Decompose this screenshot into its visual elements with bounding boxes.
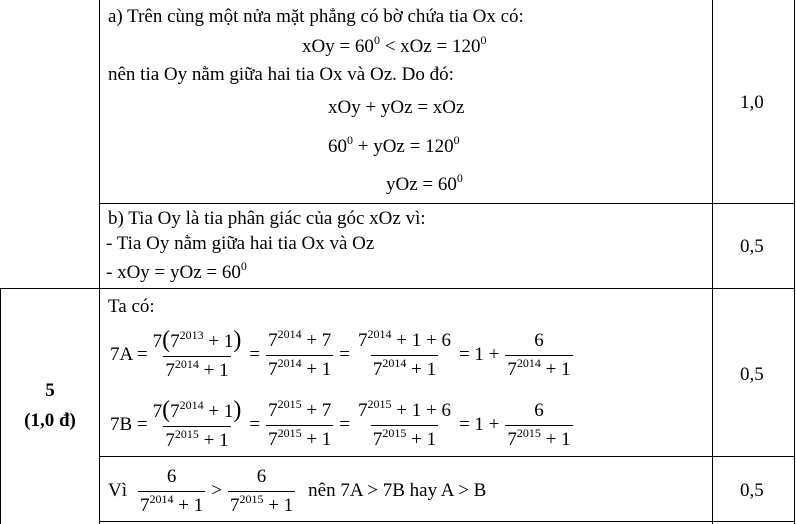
q5-score-1: 0,5 <box>740 364 764 385</box>
question-number: 5 <box>45 380 55 401</box>
fraction-7b-2: $\frac{7^{2015} + 7}{7^{2015} + 1}$ <box>268 396 332 450</box>
fraction-7b-1: $\frac{7(7^{2014} + 1)}{7^{2015} + 1}$ <box>152 396 242 451</box>
question-points: (1,0 đ) <box>24 410 76 431</box>
table-border-right <box>794 0 795 524</box>
q5-intro: Ta có: <box>108 296 155 317</box>
part-b-score: 0,5 <box>740 236 764 257</box>
table-border-col1 <box>99 0 100 524</box>
table-border-bottom <box>99 521 795 522</box>
q5-conclusion: Vì $\frac{6}{7^{2014} + 1}$ > $\frac{6}{7^{2015} + 1}$ nên 7A > 7B hay A > B <box>108 465 487 516</box>
fraction-7a-1: $\frac{7(7^{2013} + 1)}{7^{2014} + 1}$ <box>152 326 242 381</box>
fraction-7a-3: $\frac{7^{2014} + 1 + 6}{7^{2014} + 1}$ <box>358 326 451 380</box>
table-border-col2 <box>712 0 713 524</box>
fraction-conclusion-2: $\frac{6}{7^{2015} + 1}$ <box>229 465 294 516</box>
fraction-conclusion-1: $\frac{6}{7^{2014} + 1}$ <box>140 465 204 516</box>
part-a-therefore: nên tia Oy nằm giữa hai tia Ox và Oz. Do đó: <box>108 64 454 85</box>
fraction-7b-3: $\frac{7^{2015} + 1 + 6}{7^{2015} + 1}$ <box>358 396 451 450</box>
part-a-score: 1,0 <box>740 92 764 113</box>
part-b-label: b) Tia Oy là tia phân giác của góc xOz vì: <box>108 208 426 229</box>
row-divider-q5-inner <box>99 456 795 457</box>
part-a-equation-2: $60^0$ + yOz = $120^0$ <box>328 133 460 157</box>
row-divider-a-b <box>99 203 795 204</box>
part-b-reason-1: - Tia Oy nằm giữa hai tia Ox và Oz <box>106 233 375 254</box>
part-a-equation-1: xOy + yOz = xOz <box>328 97 465 118</box>
equation-7a: 7A = $\frac{7(7^{2013} + 1)}{7^{2014} + 1}$ = $\frac{7^{2014} + 7}{7^{2014} + 1}$ = $\frac{7^{2014} + 1 + 6}{7^{2014} + 1}$ = 1 + $\frac{6}{7^{2014} + 1}$ <box>110 326 571 381</box>
fraction-7a-4: $\frac{6}{7^{2014} + 1}$ <box>507 329 571 380</box>
fraction-7a-2: $\frac{7^{2014} + 7}{7^{2014} + 1}$ <box>268 326 332 380</box>
part-a-label: a) Trên cùng một nửa mặt phẳng có bờ chứa tia Ox có: <box>108 6 524 27</box>
part-a-equation-3: yOz = $60^0$ <box>386 171 463 195</box>
equation-7b: 7B = $\frac{7(7^{2014} + 1)}{7^{2015} + 1}$ = $\frac{7^{2015} + 7}{7^{2015} + 1}$ = $\frac{7^{2015} + 1 + 6}{7^{2015} + 1}$ = 1 + $\frac{6}{7^{2015} + 1}$ <box>110 396 571 451</box>
q5-score-2: 0,5 <box>740 480 764 501</box>
fraction-7b-4: $\frac{6}{7^{2015} + 1}$ <box>507 399 571 450</box>
table-border-left <box>0 288 1 524</box>
part-b-reason-2: - xOy = yOz = $60^0$ <box>106 259 247 283</box>
row-divider-q5 <box>0 288 795 289</box>
part-a-inequality: xOy = $60^0$ < xOz = $120^0$ <box>302 33 487 57</box>
